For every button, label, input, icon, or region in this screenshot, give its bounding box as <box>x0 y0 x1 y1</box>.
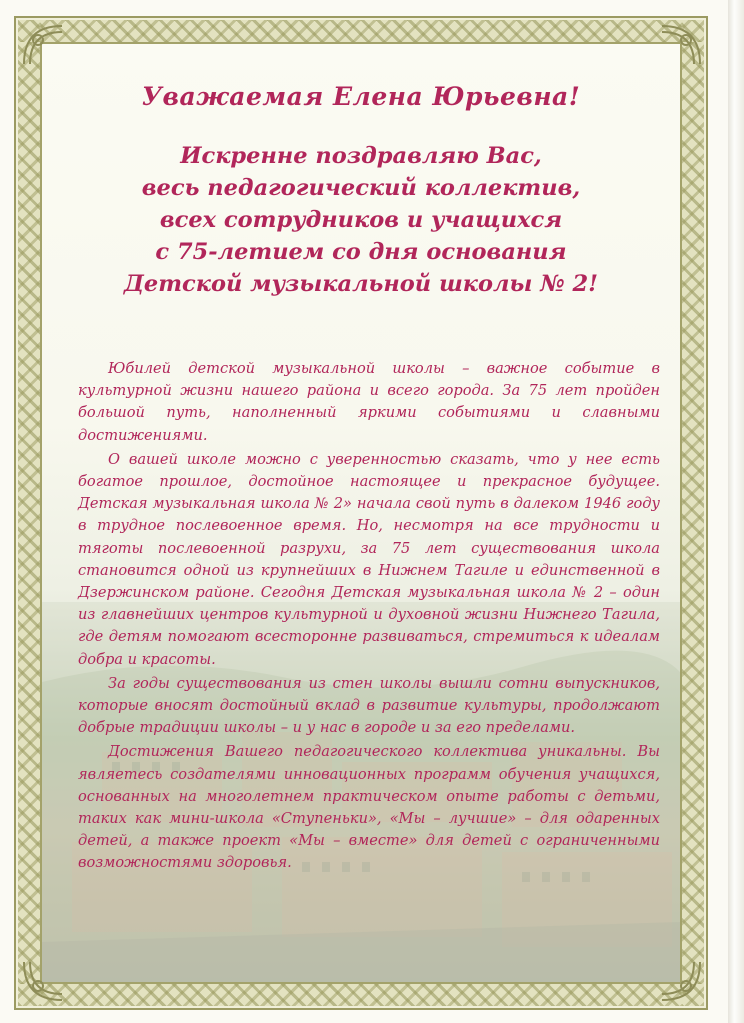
greeting: Уважаемая Елена Юрьевна! <box>141 82 581 111</box>
headline-line: Детской музыкальной школы № 2! <box>123 271 599 297</box>
page-edge <box>728 0 744 1023</box>
body-paragraph: О вашей школе можно с уверенностью сказать, что у нее есть богатое прошлое, достойное настоящее и прекрасное будущее. Детская музыкальная школа № 2» начала свой путь в далеком 1946 году в трудное послевоенное время. Но, несмотря на все трудности и тяготы послевоенной разрухи, за 75 лет существования школа становится одной из крупнейших в Нижнем Тагиле и единственной в Дзержинском районе. Сегодня Детская музыкальная школа № 2 – один из главнейших центров культурной и духовной жизни Нижнего Тагила, где детям помогают всесторонне развиваться, стремиться к идеалам добра и красоты. <box>78 450 660 668</box>
body-paragraph: Достижения Вашего педагогического коллектива уникальны. Вы являетесь создателями инновационных программ обучения учащихся, основанных на многолетнем практическом опыте работы с детьми, таких как мини-школа «Ступеньки», «Мы – лучшие» – для одаренных детей, а также проект «Мы – вместе» для детей с ограниченными возможностями здоровья. <box>78 743 660 872</box>
letter-text <box>42 44 680 982</box>
headline-line: с 75-летием со дня основания <box>155 239 567 265</box>
headline-line: Искренне поздравляю Вас, <box>180 143 542 169</box>
headline <box>42 140 680 300</box>
body-paragraph: Юбилей детской музыкальной школы – важное событие в культурной жизни нашего района и всего города. За 75 лет пройден большой путь, наполненный яркими событиями и славными достижениями. <box>78 360 660 444</box>
body-paragraph: За годы существования из стен школы вышли сотни выпускников, которые вносят достойный вклад в развитие культуры, продолжают добрые традиции школы – и у нас в городе и за его пределами. <box>78 674 660 737</box>
headline-line: весь педагогический коллектив, <box>141 175 581 201</box>
letter-body <box>78 358 660 877</box>
headline-line: всех сотрудников и учащихся <box>159 207 563 233</box>
